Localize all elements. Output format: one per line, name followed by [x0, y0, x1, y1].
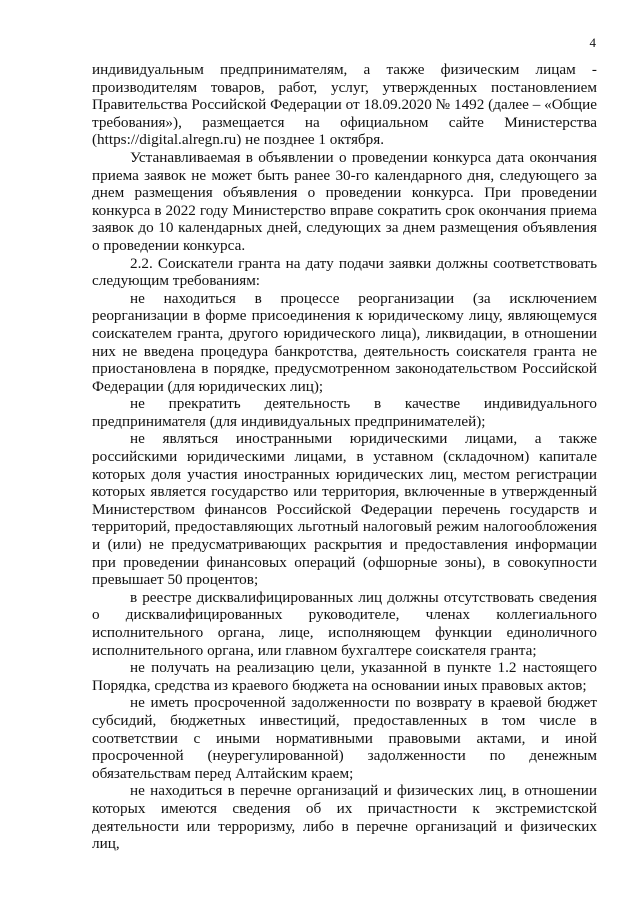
requirement-item: не прекратить деятельность в качестве индивидуального предпринимателя (для индивидуальных предпринимателей); — [92, 395, 597, 430]
requirement-item: не находиться в перечне организаций и физических лиц, в отношении которых имеются сведения об их причастности к экстремистской деятельности или терроризму, либо в перечне организаций и физических лиц, — [92, 782, 597, 853]
page-number: 4 — [589, 35, 596, 50]
requirement-item: не получать на реализацию цели, указанной в пункте 1.2 настоящего Порядка, средства из краевого бюджета на основании иных правовых актов; — [92, 659, 597, 694]
requirement-item: в реестре дисквалифицированных лиц должны отсутствовать сведения о дисквалифицированных руководителе, членах коллегиального исполнительного органа, лице, исполняющем функции единоличного исполнительного органа, или главном бухгалтере соискателя гранта; — [92, 588, 597, 659]
requirement-item: не находиться в процессе реорганизации (за исключением реорганизации в форме присоединения к юридическому лицу, являющемуся соискателем гранта, другого юридического лица), ликвидации, в отношении них не введена процедура банкротства, деятельность соискателя гранта не приостановлена в порядке, предусмотренном законодательством Российской Федерации (для юридических лиц); — [92, 289, 597, 395]
paragraph-section-2-2: 2.2. Соискатели гранта на дату подачи заявки должны соответствовать следующим требованиям: — [92, 254, 597, 290]
paragraph-deadline: Устанавливаемая в объявлении о проведении конкурса дата окончания приема заявок не может быть ранее 30-го календарного дня, следующего за днем размещения объявления о проведении конкурса. При проведении конкурса в 2022 году Министерство вправе сократить срок окончания приема заявок до 10 календарных дней, следующих за днем размещения объявления о проведении конкурса. — [92, 148, 597, 254]
document-body — [92, 61, 597, 853]
requirement-item: не являться иностранными юридическими лицами, а также российскими юридическими лицами, в уставном (складочном) капитале которых доля участия иностранных юридических лиц, местом регистрации которых является государство или территория, включенные в утвержденный Министерством финансов Российской Федерации перечень государств и территорий, предоставляющих льготный налоговый режим налогообложения и (или) не предусматривающих раскрытия и предоставления информации при проведении финансовых операций (офшорные зоны), в совокупности превышает 50 процентов; — [92, 430, 597, 589]
paragraph-continued: индивидуальным предпринимателям, а также физическим лицам - производителям товаров, работ, услуг, утвержденных постановлением Правительства Российской Федерации от 18.09.2020 № 1492 (далее – «Общие требования»), размещается на официальном сайте Министерства (https://digital.alregn.ru) не позднее 1 октября. — [92, 61, 597, 149]
requirement-item: не иметь просроченной задолженности по возврату в краевой бюджет субсидий, бюджетных инвестиций, предоставленных в том числе в соответствии с иными нормативными правовыми актами, и иной просроченной (неурегулированной) задолженности по денежным обязательствам перед Алтайским краем; — [92, 694, 597, 782]
